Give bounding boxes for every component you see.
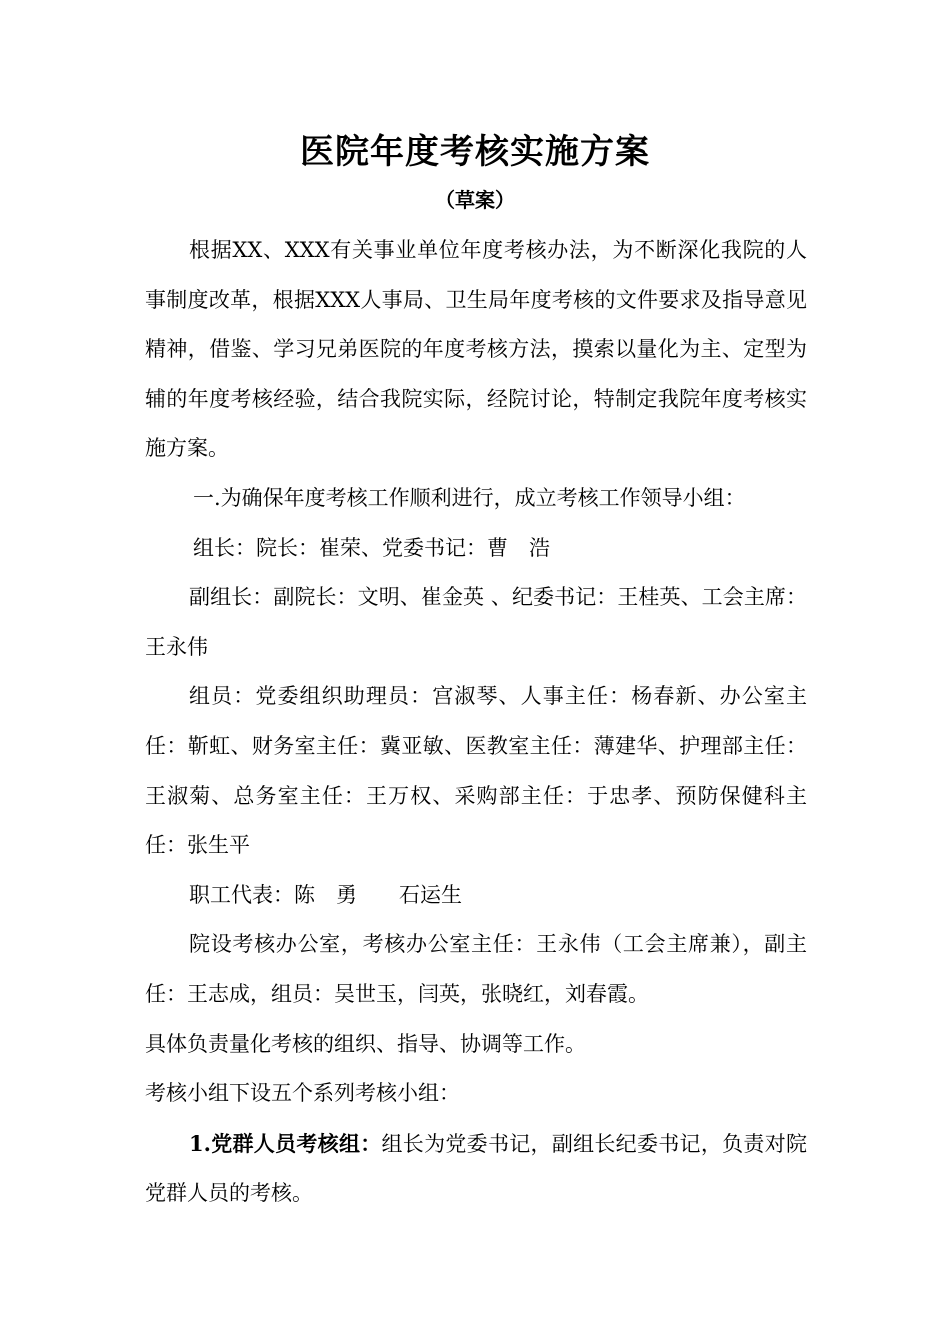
subgroup-item-1-label: 1.党群人员考核组： <box>189 1130 382 1156</box>
deputy-leader-line: 副组长：副院长：文明、崔金英 、纪委书记：王桂英、工会主席：王永伟 <box>145 585 807 659</box>
section-one-heading: 一.为确保年度考核工作顺利进行，成立考核工作领导小组： <box>193 485 746 510</box>
intro-paragraph: 根据XX、XXX有关事业单位年度考核办法，为不断深化我院的人事制度改革，根据XXX人事局、卫生局年度考核的文件要求及指导意见精神，借鉴、学习兄弟医院的年度考核方法，摸索以量化为主、定型为辅的年度考核经验，结合我院实际，经院讨论，特制定我院年度考核实施方案。 <box>145 238 807 461</box>
document-body <box>145 226 807 1219</box>
responsibility-line: 具体负责量化考核的组织、指导、协调等工作。 <box>145 1031 586 1056</box>
assessment-office-line: 院设考核办公室，考核办公室主任：王永伟（工会主席兼），副主任：王志成，组员：吴世玉，闫英，张晓红，刘春霞。 <box>145 932 807 1006</box>
staff-representative-line: 职工代表：陈 勇 石运生 <box>189 882 462 907</box>
subgroups-intro-line: 考核小组下设五个系列考核小组： <box>145 1081 460 1106</box>
document-subtitle: （草案） <box>435 188 515 212</box>
document-title: 医院年度考核实施方案 <box>300 132 650 172</box>
subgroup-item-1 <box>145 1119 807 1219</box>
members-line: 组员：党委组织助理员：宫淑琴、人事主任：杨春新、办公室主任：靳虹、财务室主任：冀亚敏、医教室主任：薄建华、护理部主任：王淑菊、总务室主任：王万权、采购部主任：于忠孝、预防保健科主任：张生平 <box>145 684 807 858</box>
group-leader-line: 组长：院长：崔荣、党委书记：曹 浩 <box>193 535 550 560</box>
subgroup-item-1-text: 组长为党委书记，副组长纪委书记，负责对院党群人员的考核。 <box>145 1131 807 1206</box>
